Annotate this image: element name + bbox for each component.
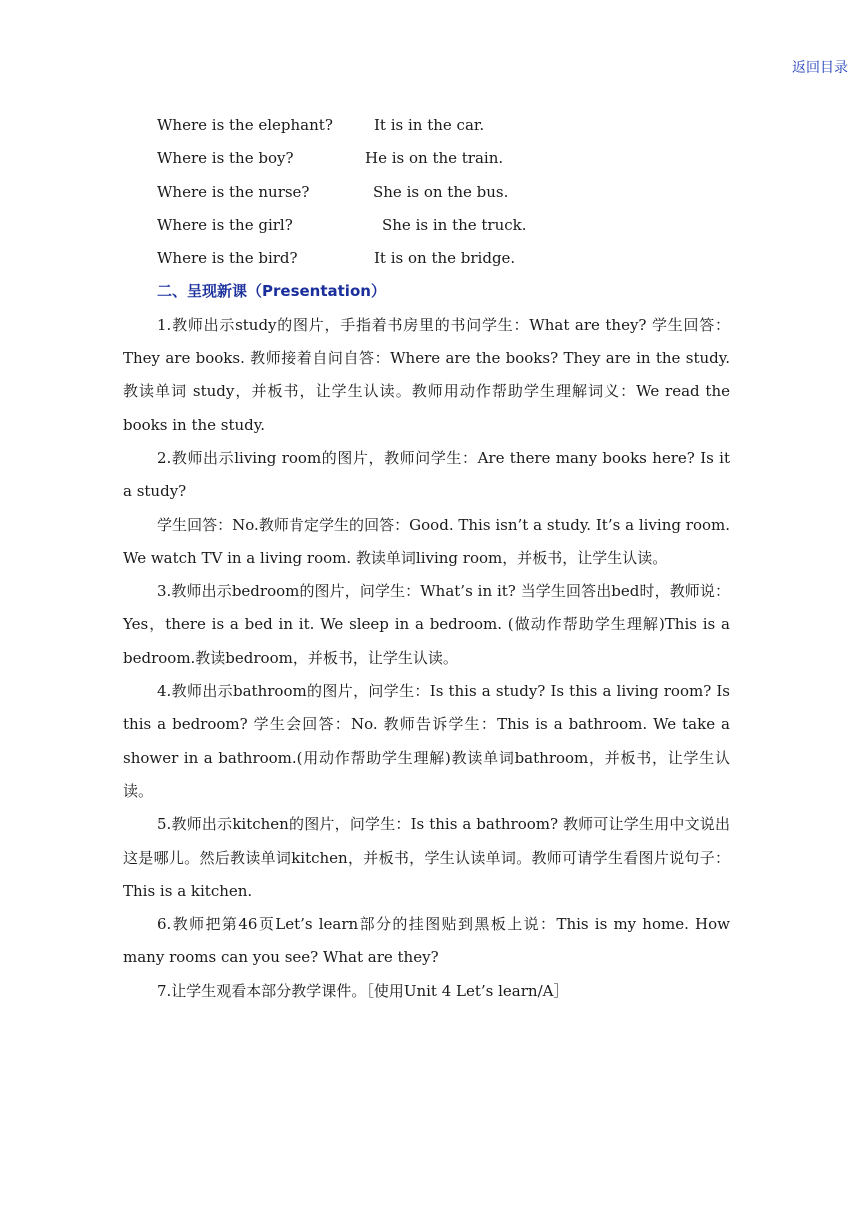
- question-text: Where is the nurse?: [157, 182, 310, 201]
- paragraph: 6.教师把第46页Let’s learn部分的挂图贴到黑板上说：This is my home. How many rooms can you see? What are they?: [123, 915, 730, 967]
- qa-line: [123, 176, 730, 209]
- answer-text: It is in the car.: [374, 116, 485, 134]
- qa-line: [123, 142, 730, 175]
- back-to-contents-link[interactable]: 返回目录: [792, 60, 848, 76]
- qa-line: [123, 209, 730, 242]
- answer-text: She is on the bus.: [373, 182, 509, 201]
- answer-text: She is in the truck.: [382, 215, 527, 234]
- paragraph: 1.教师出示study的图片，手指着书房里的书问学生：What are they? 学生回答：They are books. 教师接着自问自答：Where are the books? They are in the study. 教读单词 study，并板书，让学生认读。教师用动作帮助学生理解词义：We read the books in the study.: [123, 315, 730, 434]
- question-text: Where is the elephant?: [157, 116, 333, 134]
- question-text: Where is the girl?: [157, 215, 293, 234]
- qa-line: [123, 242, 730, 275]
- answer-text: He is on the train.: [365, 149, 504, 168]
- paragraph: 4.教师出示bathroom的图片，问学生：Is this a study? Is this a living room? Is this a bedroom? 学生会回答：No. 教师告诉学生：This is a bathroom. We take a shower in a bathroom.(用动作帮助学生理解)教读单词bathroom，并板书，让学生认读。: [123, 682, 730, 800]
- paragraph: 2.教师出示living room的图片，教师问学生：Are there many books here? Is it a study?: [123, 448, 730, 501]
- paragraph: 3.教师出示bedroom的图片，问学生：What’s in it? 当学生回答出bed时，教师说：Yes，there is a bed in it. We sleep in a bedroom. (做动作帮助学生理解)This is a bedroom.教读bedroom，并板书，让学生认读。: [123, 582, 730, 667]
- paragraph: 学生回答：No.教师肯定学生的回答：Good. This isn’t a study. It’s a living room. We watch TV in a living room. 教读单词living room，并板书，让学生认读。: [123, 515, 730, 567]
- qa-line: [123, 109, 730, 142]
- section-heading: 二、呈现新课（Presentation）: [157, 282, 386, 301]
- question-text: Where is the bird?: [157, 249, 298, 268]
- answer-text: It is on the bridge.: [374, 249, 516, 268]
- paragraph: 7.让学生观看本部分教学课件。［使用Unit 4 Let’s learn/A］: [157, 981, 569, 1000]
- lesson-content: [123, 109, 730, 1008]
- question-text: Where is the boy?: [157, 149, 294, 168]
- paragraph: 5.教师出示kitchen的图片，问学生：Is this a bathroom? 教师可让学生用中文说出这是哪儿。然后教读单词kitchen，并板书，学生认读单词。教师可请学生看图片说句子：This is a kitchen.: [123, 815, 730, 900]
